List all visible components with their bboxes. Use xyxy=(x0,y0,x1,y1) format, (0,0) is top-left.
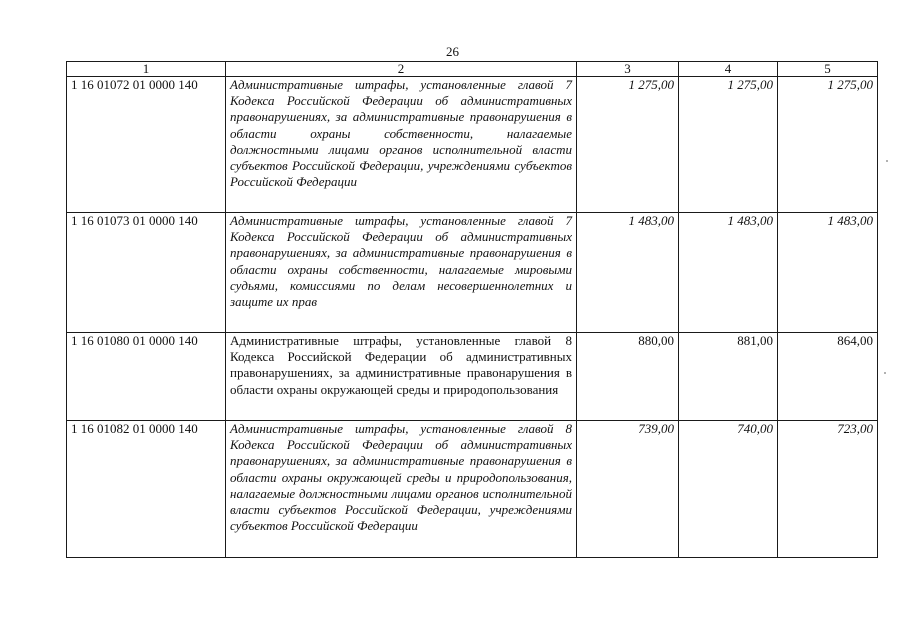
scan-speck xyxy=(884,372,886,374)
page-number: 26 xyxy=(446,44,459,59)
table-row xyxy=(67,213,878,333)
table-row xyxy=(67,421,878,558)
value-col5-cell: 723,00 xyxy=(778,421,878,558)
value-col4-cell: 740,00 xyxy=(679,421,778,558)
income-code-cell: 1 16 01082 01 0000 140 xyxy=(67,421,226,558)
description-cell: Административные штрафы, установленные главой 8 Кодекса Российской Федерации об административных правонарушениях, за административные правонарушения в области охраны окружающей среды и природопользования, налагаемые должностными лицами органов исполнительной власти субъектов Российской Федерации, учреждениями субъектов Российской Федерации xyxy=(226,421,577,558)
value-col3-cell: 1 483,00 xyxy=(577,213,679,333)
description-cell: Административные штрафы, установленные главой 8 Кодекса Российской Федерации об административных правонарушениях, за административные правонарушения в области охраны окружающей среды и природопользования xyxy=(226,333,577,421)
table-row xyxy=(67,333,878,421)
column-header-2: 2 xyxy=(226,62,577,77)
income-code-cell: 1 16 01073 01 0000 140 xyxy=(67,213,226,333)
column-header-4: 4 xyxy=(679,62,778,77)
income-code-cell: 1 16 01072 01 0000 140 xyxy=(67,77,226,213)
header-row xyxy=(67,62,878,77)
value-col4-cell: 1 275,00 xyxy=(679,77,778,213)
income-code-cell: 1 16 01080 01 0000 140 xyxy=(67,333,226,421)
value-col3-cell: 1 275,00 xyxy=(577,77,679,213)
value-col5-cell: 1 483,00 xyxy=(778,213,878,333)
column-header-3: 3 xyxy=(577,62,679,77)
description-cell: Административные штрафы, установленные главой 7 Кодекса Российской Федерации об административных правонарушениях, за административные правонарушения в области охраны собственности, налагаемые должностными лицами органов исполнительной власти субъектов Российской Федерации, учреждениями субъектов Российской Федерации xyxy=(226,77,577,213)
value-col4-cell: 1 483,00 xyxy=(679,213,778,333)
value-col5-cell: 1 275,00 xyxy=(778,77,878,213)
value-col4-cell: 881,00 xyxy=(679,333,778,421)
value-col3-cell: 880,00 xyxy=(577,333,679,421)
value-col5-cell: 864,00 xyxy=(778,333,878,421)
column-header-1: 1 xyxy=(67,62,226,77)
value-col3-cell: 739,00 xyxy=(577,421,679,558)
budget-table xyxy=(66,61,878,558)
description-cell: Административные штрафы, установленные главой 7 Кодекса Российской Федерации об административных правонарушениях, за административные правонарушения в области охраны собственности, налагаемые мировыми судьями, комиссиями по делам несовершеннолетних и защите их прав xyxy=(226,213,577,333)
column-header-5: 5 xyxy=(778,62,878,77)
table-row xyxy=(67,77,878,213)
scan-speck xyxy=(886,160,888,162)
